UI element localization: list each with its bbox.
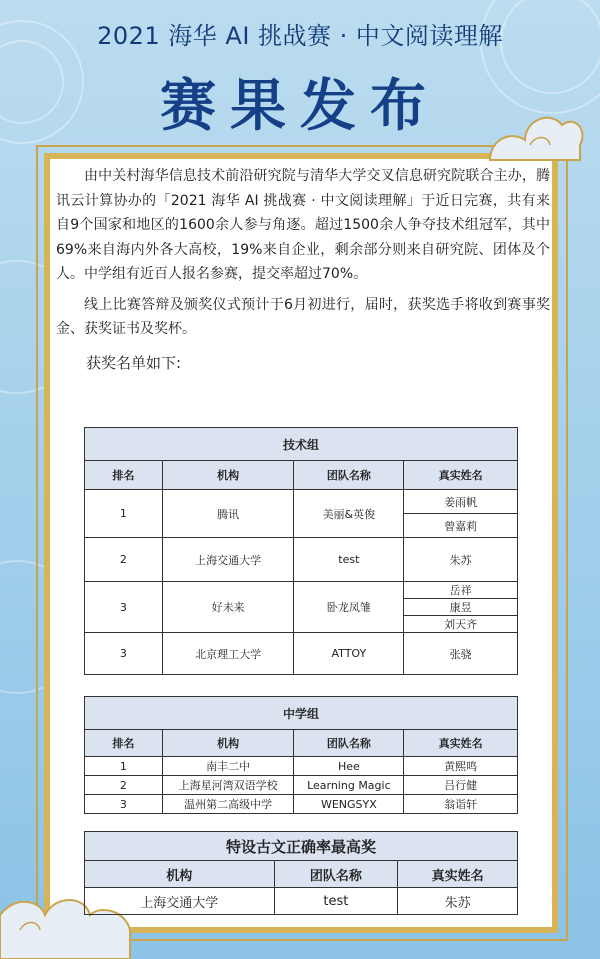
column-header: 机构	[85, 861, 275, 888]
org-cell: 北京理工大学	[162, 633, 294, 675]
tech-group-table	[84, 427, 518, 675]
name-cell: 岳祥	[404, 582, 518, 599]
column-header: 真实姓名	[404, 461, 518, 490]
page-title: 赛果发布	[160, 73, 440, 139]
column-header: 团队名称	[294, 730, 404, 757]
special-award-table	[84, 831, 518, 915]
middle-school-table	[84, 696, 518, 814]
table-title: 中学组	[85, 697, 518, 730]
table-row	[85, 888, 518, 915]
org-cell: 温州第二高级中学	[162, 795, 294, 814]
name-cell: 黄熙鸣	[404, 757, 518, 776]
org-cell: 上海交通大学	[85, 888, 275, 915]
rank-cell: 3	[85, 633, 163, 675]
name-cell: 翁诣轩	[404, 795, 518, 814]
column-header: 真实姓名	[398, 861, 518, 888]
column-header: 团队名称	[294, 461, 404, 490]
column-header: 排名	[85, 730, 163, 757]
name-cell: 康昱	[404, 599, 518, 616]
name-cell: 朱苏	[398, 888, 518, 915]
team-cell: test	[274, 888, 398, 915]
table-title: 特设古文正确率最高奖	[85, 832, 518, 861]
table-row	[85, 757, 518, 776]
column-header: 机构	[162, 730, 294, 757]
table-row	[85, 776, 518, 795]
team-cell: Hee	[294, 757, 404, 776]
table-row	[85, 490, 518, 514]
team-cell: 卧龙凤雏	[294, 582, 404, 633]
org-cell: 腾讯	[162, 490, 294, 538]
rank-cell: 1	[85, 490, 163, 538]
org-cell: 南丰二中	[162, 757, 294, 776]
name-cell: 张骁	[404, 633, 518, 675]
column-header: 排名	[85, 461, 163, 490]
table-title: 技术组	[85, 428, 518, 461]
rank-cell: 3	[85, 582, 163, 633]
cloud-decoration-icon	[480, 100, 590, 170]
name-cell: 刘天齐	[404, 616, 518, 633]
rank-cell: 2	[85, 538, 163, 582]
team-cell: WENGSYX	[294, 795, 404, 814]
team-cell: ATTOY	[294, 633, 404, 675]
table-row	[85, 633, 518, 675]
intro-section	[56, 164, 550, 373]
ceremony-paragraph: 线上比赛答辩及颁奖仪式预计于6月初进行，届时，获奖选手将收到赛事奖金、获奖证书及奖杯。	[56, 296, 550, 337]
rank-cell: 2	[85, 776, 163, 795]
org-cell: 上海交通大学	[162, 538, 294, 582]
rank-cell: 1	[85, 757, 163, 776]
event-title: 2021 海华 AI 挑战赛 · 中文阅读理解	[97, 22, 503, 50]
name-cell: 吕行健	[404, 776, 518, 795]
team-cell: 美丽&英俊	[294, 490, 404, 538]
column-header: 团队名称	[274, 861, 398, 888]
rank-cell: 3	[85, 795, 163, 814]
table-row	[85, 795, 518, 814]
column-header: 机构	[162, 461, 294, 490]
team-cell: Learning Magic	[294, 776, 404, 795]
intro-paragraph: 由中关村海华信息技术前沿研究院与清华大学交叉信息研究院联合主办，腾讯云计算协办的「2021 海华 AI 挑战赛 · 中文阅读理解」于近日完赛，共有来自9个国家和地区的1600余人参与角逐。超过1500余人争夺技术组冠军，其中69%来自海内外各大高校，19%来自企业，剩余部分则来自研究院、团体及个人。中学组有近百人报名参赛，提交率超过70%。	[56, 168, 550, 282]
winners-list-title: 获奖名单如下:	[86, 353, 182, 372]
column-header: 真实姓名	[404, 730, 518, 757]
org-cell: 好未来	[162, 582, 294, 633]
org-cell: 上海星河湾双语学校	[162, 776, 294, 795]
name-cell: 朱苏	[404, 538, 518, 582]
name-cell: 姜雨帆	[404, 490, 518, 514]
table-row	[85, 582, 518, 599]
team-cell: test	[294, 538, 404, 582]
name-cell: 曾嘉莉	[404, 514, 518, 538]
table-row	[85, 538, 518, 582]
